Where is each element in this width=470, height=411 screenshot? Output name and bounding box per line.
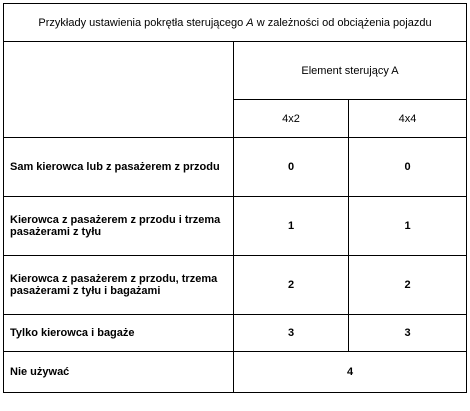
table-row: [4, 256, 467, 315]
row-value-4x4: 2: [349, 256, 467, 315]
last-row: [4, 352, 467, 393]
row-value-4x2: 0: [234, 138, 349, 197]
row-value-4x2: 1: [234, 197, 349, 256]
table-row: [4, 138, 467, 197]
title-text-2: w zależności od obciążenia pojazdu: [253, 16, 432, 29]
table-row: [4, 315, 467, 352]
group-header: Element sterujący A: [234, 42, 467, 100]
row-value-merged: 4: [234, 352, 467, 393]
col-header-4x4: 4x4: [349, 100, 467, 138]
header-row: [4, 42, 467, 100]
row-label: Nie używać: [4, 352, 234, 393]
empty-header-cell: [4, 42, 234, 138]
row-value-4x4: 3: [349, 315, 467, 352]
title-text-1: Przykłady ustawienia pokrętła sterującego: [38, 16, 247, 29]
table-row: [4, 197, 467, 256]
title-variable: A: [246, 16, 254, 29]
row-label: Kierowca z pasażerem z przodu i trzema pasażerami z tyłu: [4, 197, 234, 256]
table-title: [4, 4, 467, 42]
settings-table: [3, 3, 467, 393]
title-row: [4, 4, 467, 42]
row-label: Sam kierowca lub z pasażerem z przodu: [4, 138, 234, 197]
row-value-4x4: 0: [349, 138, 467, 197]
row-value-4x4: 1: [349, 197, 467, 256]
col-header-4x2: 4x2: [234, 100, 349, 138]
row-value-4x2: 3: [234, 315, 349, 352]
row-label: Kierowca z pasażerem z przodu, trzema pasażerami z tyłu i bagażami: [4, 256, 234, 315]
row-value-4x2: 2: [234, 256, 349, 315]
row-label: Tylko kierowca i bagaże: [4, 315, 234, 352]
